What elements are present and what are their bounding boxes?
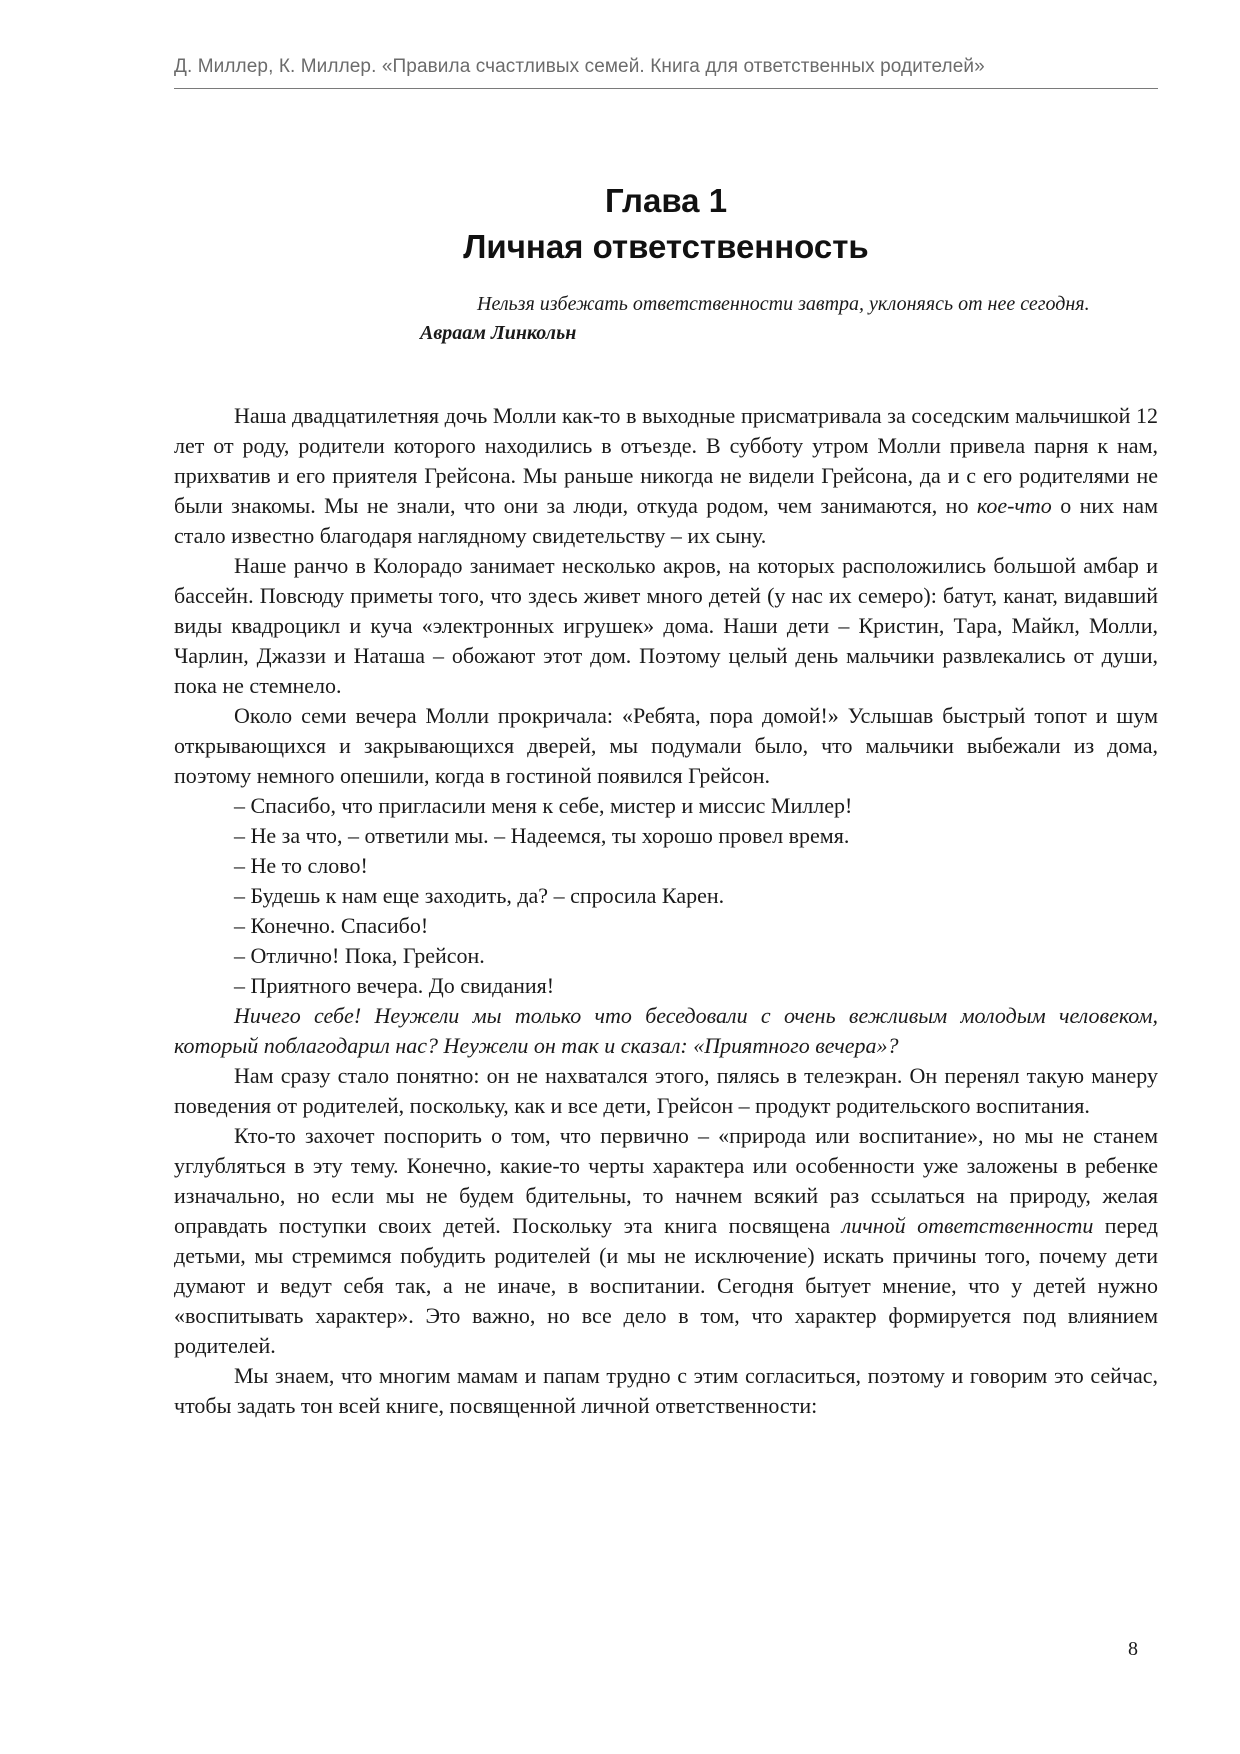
chapter-heading	[174, 178, 1158, 270]
header-divider	[174, 88, 1158, 89]
running-header: Д. Миллер, К. Миллер. «Правила счастливых семей. Книга для ответственных родителей»	[174, 56, 985, 77]
dialogue-line: – Приятного вечера. До свидания!	[234, 973, 555, 998]
dialogue-line: – Конечно. Спасибо!	[234, 913, 429, 938]
paragraph: Нам сразу стало понятно: он не нахватался этого, пялясь в телеэкран. Он перенял такую манеру поведения от родителей, поскольку, как и все дети, Грейсон – продукт родительского воспитания.	[174, 1063, 1158, 1118]
italic-paragraph: Ничего себе! Неужели мы только что беседовали с очень вежливым молодым человеком, который поблагодарил нас? Неужели он так и сказал: «Приятного вечера»?	[174, 1003, 1158, 1058]
epigraph-quote: Нельзя избежать ответственности завтра, уклоняясь от нее сегодня.	[477, 293, 1090, 315]
dialogue-line: – Отлично! Пока, Грейсон.	[234, 943, 485, 968]
paragraph: Около семи вечера Молли прокричала: «Ребята, пора домой!» Услышав быстрый топот и шум открывающихся и закрывающихся дверей, мы подумали было, что мальчики выбежали из дома, поэтому немного опешили, когда в гостиной появился Грейсон.	[174, 703, 1158, 788]
emphasis: личной ответственности	[841, 1213, 1094, 1238]
paragraph: Наше ранчо в Колорадо занимает несколько акров, на которых расположились большой амбар и бассейн. Повсюду приметы того, что здесь живет много детей (у нас их семеро): батут, канат, видавший виды квадроцикл и куча «электронных игрушек» дома. Наши дети – Кристин, Тара, Майкл, Молли, Чарлин, Джаззи и Наташа – обожают этот дом. Поэтому целый день мальчики развлекались от души, пока не стемнело.	[174, 553, 1158, 698]
page-number: 8	[1128, 1638, 1138, 1660]
chapter-title: Личная ответственность	[463, 228, 869, 265]
dialogue-line: – Не за что, – ответили мы. – Надеемся, ты хорошо провел время.	[234, 823, 850, 848]
paragraph: Наша двадцатилетняя дочь Молли как-то в выходные присматривала за соседским мальчишкой 12 лет от роду, родители которого находились в отъезде. В субботу утром Молли привела парня к нам, прихватив и его приятеля Грейсона. Мы раньше никогда не видели Грейсона, да и с его родителями не были знакомы. Мы не знали, что они за люди, откуда родом, чем занимаются, но кое-что о них нам стало известно благодаря наглядному свидетельству – их сыну.	[174, 403, 1158, 548]
epigraph-author: Авраам Линкольн	[420, 322, 577, 344]
chapter-number: Глава 1	[604, 182, 728, 219]
dialogue-line: – Будешь к нам еще заходить, да? – спросила Карен.	[234, 883, 725, 908]
epigraph	[420, 290, 1110, 348]
dialogue-line: – Не то слово!	[234, 853, 368, 878]
paragraph: Мы знаем, что многим мамам и папам трудно с этим согласиться, поэтому и говорим это сейчас, чтобы задать тон всей книге, посвященной личной ответственности:	[174, 1363, 1158, 1418]
chapter-body	[174, 401, 1158, 1421]
emphasis: кое-что	[976, 493, 1052, 518]
paragraph: Кто-то захочет поспорить о том, что первично – «природа или воспитание», но мы не станем углубляться в эту тему. Конечно, какие-то черты характера или особенности уже заложены в ребенке изначально, но если мы не будем бдительны, то начнем всякий раз ссылаться на природу, желая оправдать поступки своих детей. Поскольку эта книга посвящена личной ответственности перед детьми, мы стремимся побудить родителей (и мы не исключение) искать причины того, почему дети думают и ведут себя так, а не иначе, в воспитании. Сегодня бытует мнение, что у детей нужно «воспитывать характер». Это важно, но все дело в том, что характер формируется под влиянием родителей.	[174, 1123, 1159, 1358]
dialogue-line: – Спасибо, что пригласили меня к себе, мистер и миссис Миллер!	[234, 793, 853, 818]
